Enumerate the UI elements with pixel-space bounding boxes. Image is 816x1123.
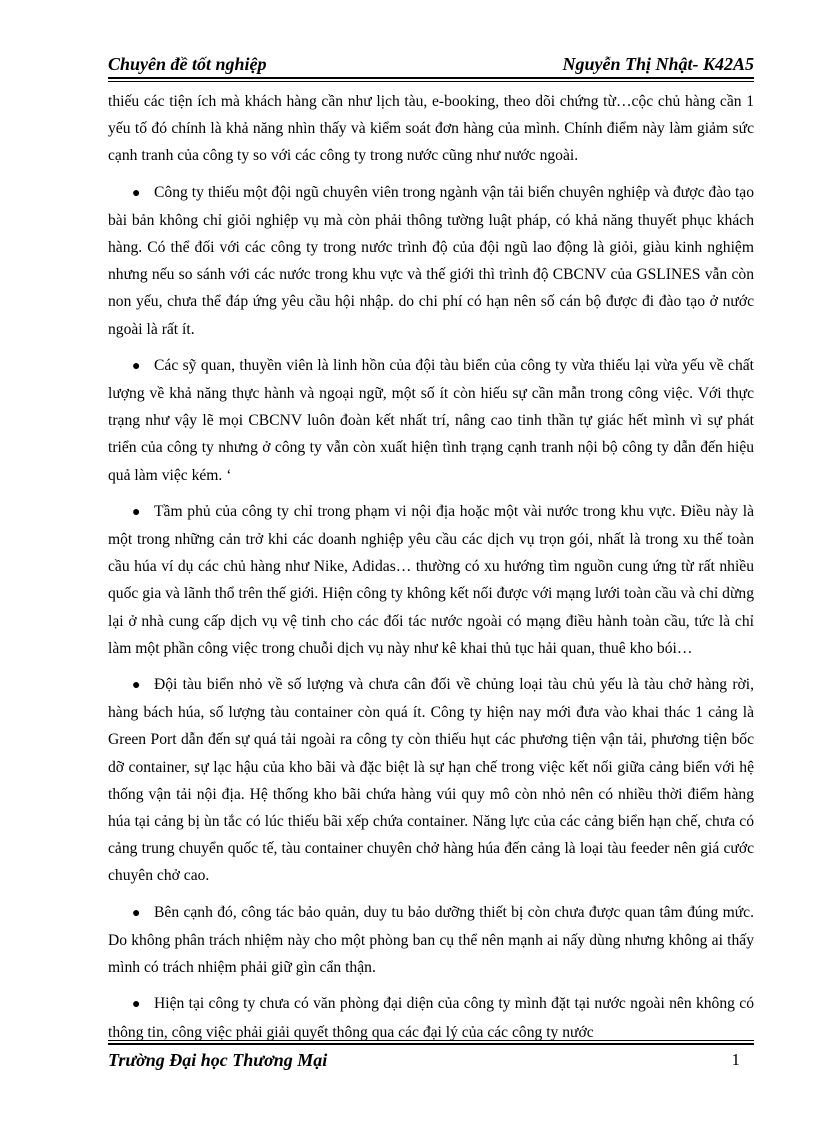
header-rule <box>108 77 754 79</box>
bullet-text: Các sỹ quan, thuyền viên là linh hồn của đội tàu biển của công ty vừa thiếu lại vừa yếu về chất lượng về khả năng thực hành và ngoại ngữ, một số ít còn hiếu sự cần mẫn trong công việc. Với thực trạng như vậy lẽ mọi CBCNV luôn đoàn kết nhất trí, nâng cao tinh thần tự giác hết mình vì sự phát triển của công ty nhưng ở công ty vẫn còn xuất hiện tình trạng cạnh tranh nội bộ công ty dẫn đến hiệu quả làm việc kém. ‘ <box>108 356 754 484</box>
bullet-icon: ● <box>132 905 141 921</box>
bullet-paragraph <box>108 352 754 489</box>
bullet-icon: ● <box>132 185 141 201</box>
footer-school: Trường Đại học Thương Mại <box>108 1050 328 1070</box>
header-rule-thin <box>108 81 754 82</box>
footer-rule-thin <box>108 1040 754 1041</box>
bullet-paragraph <box>108 671 754 890</box>
bullet-icon: ● <box>132 358 141 374</box>
bullet-paragraph <box>108 899 754 982</box>
page-header <box>108 52 754 82</box>
page-body <box>108 88 754 1055</box>
bullet-text: Hiện tại công ty chưa có văn phòng đại diện của công ty mình đặt tại nước ngoài nên không có thông tin, công việc phải giải quyết thông qua các đại lý của các công ty nước <box>108 995 754 1041</box>
bullet-icon: ● <box>132 997 141 1013</box>
page-number: 1 <box>731 1050 740 1069</box>
bullet-icon: ● <box>132 504 141 520</box>
header-title: Chuyên đề tốt nghiệp <box>108 54 267 74</box>
bullet-paragraph <box>108 179 754 343</box>
bullet-text: Đội tàu biển nhỏ về số lượng và chưa cân đối về chủng loại tàu chủ yếu là tàu chở hàng rời, hàng bách húa, số lượng tàu container còn quá ít. Công ty hiện nay mới đưa vào khai thác 1 cảng là Green Port dẫn đến sự quá tải ngoài ra công ty còn thiếu hụt các phương tiện vận tải, phương tiện bốc dỡ container, sự lạc hậu của kho bãi và đặc biệt là sự hạn chế trong việc kết nối giữa cảng biển với hệ thống vận tải nội địa. Hệ thống kho bãi chứa hàng vúi quy mô còn nhỏ nên có nhiều thời điểm hàng húa tại cảng bị ùn tắc có lúc thiếu bãi xếp chứa container. Năng lực của các cảng biển hạn chế, chưa có cảng trung chuyển quốc tế, tàu container chuyên chở hàng húa đến cảng là loại tàu feeder nên giá cước chuyên chở cao. <box>108 676 754 885</box>
bullet-text: Tầm phủ của công ty chỉ trong phạm vi nội địa hoặc một vài nước trong khu vực. Điều này là một trong những cản trở khi các doanh nghiệp yêu cầu các dịch vụ trọn gói, nhất là trong xu thế toàn cầu húa ví dụ các chủ hàng như Nike, Adidas… thường có xu hướng tìm nguồn cung ứng từ rất nhiều quốc gia và lãnh thổ trên thế giới. Hiện công ty không kết nối được với mạng lưới toàn cầu và chỉ dừng lại ở nhà cung cấp dịch vụ vệ tinh cho các đối tác nước ngoài có mạng điều hành toàn cầu, tức là chỉ làm một phần công việc trong chuỗi dịch vụ này như kê khai thủ tục hải quan, thuê kho bói… <box>108 502 754 657</box>
page-footer <box>108 1040 754 1080</box>
bullet-paragraph <box>108 990 754 1045</box>
bullet-text: Công ty thiếu một đội ngũ chuyên viên trong ngành vận tải biển chuyên nghiệp và được đào tạo bài bản không chỉ giỏi nghiệp vụ mà còn phải thông tường luật pháp, có khả năng thuyết phục khách hàng. Có thể đối với các công ty trong nước trình độ của đội ngũ lao động là giỏi, giàu kinh nghiệm nhưng nếu so sánh với các nước trong khu vực và thế giới thì trình độ CBCNV của GSLINES vẫn còn non yếu, chưa thể đáp ứng yêu cầu hội nhập. do chi phí có hạn nên số cán bộ được đi đào tạo ở nước ngoài là rất ít. <box>108 183 754 338</box>
bullet-icon: ● <box>132 678 141 694</box>
header-author: Nguyễn Thị Nhật- K42A5 <box>562 54 754 74</box>
paragraph: thiếu các tiện ích mà khách hàng cần như lịch tàu, e-booking, theo dõi chứng từ…cộc chủ hàng cần 1 yếu tố đó chính là khả năng nhìn thấy và kiểm soát đơn hàng của mình. Chính điểm này làm giảm sức cạnh tranh của công ty so với các công ty trong nước cũng như nước ngoài. <box>108 93 754 165</box>
footer-rule <box>108 1043 754 1045</box>
bullet-text: Bên cạnh đó, công tác bảo quản, duy tu bảo dưỡng thiết bị còn chưa được quan tâm đúng mức. Do không phân trách nhiệm này cho một phòng ban cụ thể nên mạnh ai nấy dùng nhưng không ai thấy mình có trách nhiệm phải giữ gìn cẩn thận. <box>108 903 754 977</box>
bullet-paragraph <box>108 498 754 662</box>
